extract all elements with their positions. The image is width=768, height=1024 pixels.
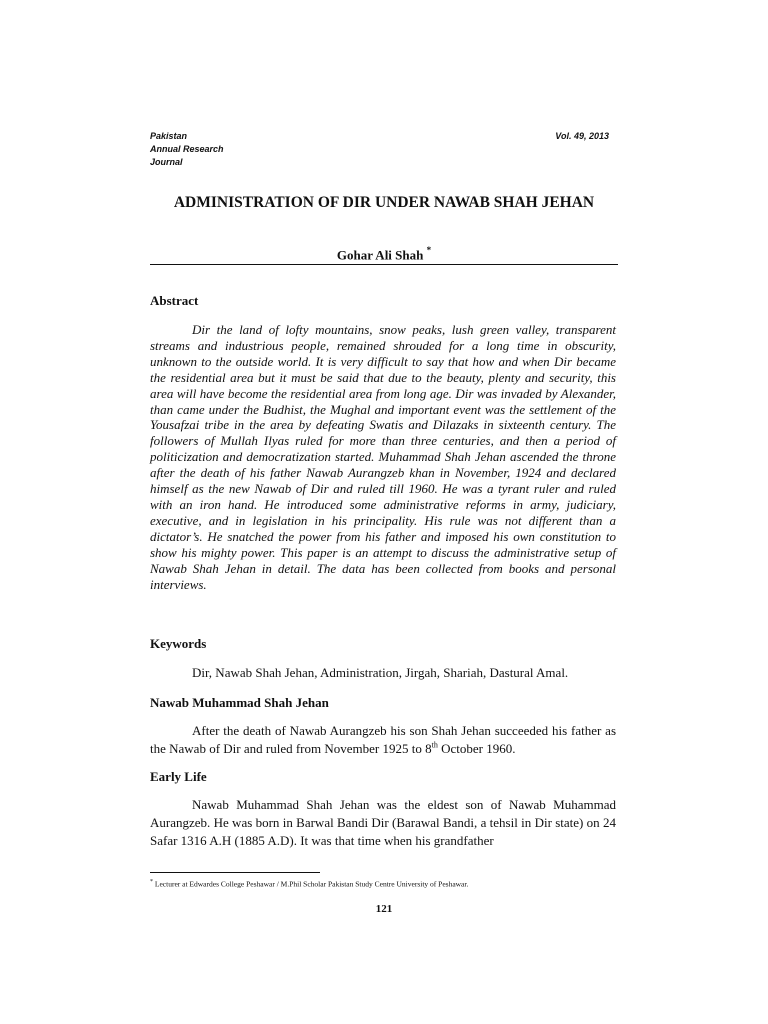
keywords-heading: Keywords [150, 636, 207, 651]
section-text-early-life: Nawab Muhammad Shah Jehan was the eldest son of Nawab Muhammad Aurangzeb. He was born in Barwal Bandi Dir (Barawal Bandi, a tehsil in Dir state) on 24 Safar 1316 A.H (1885 A.D). It was that time when his grandfather [150, 797, 616, 848]
section-text-nawab-main: After the death of Nawab Aurangzeb his son Shah Jehan succeeded his father as the Nawab of Dir and ruled from November 1925 to 8 [150, 723, 616, 756]
abstract-heading: Abstract [150, 293, 199, 308]
author-footnote-marker: * [426, 245, 432, 255]
page-number: 121 [375, 903, 393, 915]
footnote [150, 879, 468, 889]
section-text-nawab [150, 722, 616, 758]
footnote-divider [150, 872, 320, 873]
abstract-text: Dir the land of lofty mountains, snow peaks, lush green valley, transparent streams and industrious people, remained shrouded for a long time in obscurity, unknown to the outside world. It is very difficult to say that how and when Dir became the residential area but it must be said that due to the beauty, plenty and security, this area will have become the residential area from long age. Dir was invaded by Alexander, than came under the Budhist, the Mughal and important event was the settlement of the Yousafzai tribe in the area by defeating Swatis and Dilazaks in sixteenth century. The followers of Mullah Ilyas ruled for more than three centuries, and then a period of politicization and democratization started. Muhammad Shah Jehan ascended the throne after the death of his father Nawab Aurangzeb khan in November, 1924 and declared himself as the new Nawab of Dir and ruled till 1960. He was a tyrant ruler and ruled with an iron hand. He introduced some administrative reforms in army, judiciary, executive, and in legislation in his principality. His rule was not different than a dictator’s. He snatched the power from his father and imposed his own constitution to show his mighty power. This paper is an attempt to discuss the administrative setup of Nawab Shah Jehan in detail. The data has been collected from books and personal interviews. [150, 322, 616, 592]
section-heading-nawab: Nawab Muhammad Shah Jehan [150, 695, 329, 710]
keywords-text: Dir, Nawab Shah Jehan, Administration, Jirgah, Shariah, Dastural Amal. [192, 665, 569, 680]
title-divider [150, 264, 618, 265]
author-line [150, 246, 618, 263]
journal-name [150, 130, 224, 169]
paper-title: ADMINISTRATION OF DIR UNDER NAWAB SHAH JEHAN [173, 194, 595, 211]
journal-volume: Vol. 49, 2013 [555, 131, 609, 141]
footnote-text: Lecturer at Edwardes College Peshawar / M.Phil Scholar Pakistan Study Centre University of Peshawar. [153, 879, 469, 889]
date-ordinal-superscript: th [431, 740, 438, 750]
author-name: Gohar Ali Shah [336, 247, 424, 263]
journal-name-line-3: Journal [150, 157, 183, 167]
journal-name-line-2: Annual Research [150, 144, 224, 154]
section-heading-early-life: Early Life [150, 769, 207, 784]
footnote-marker: * [150, 879, 153, 885]
journal-name-line-1: Pakistan [150, 131, 188, 141]
section-text-nawab-end: October 1960. [437, 741, 516, 756]
